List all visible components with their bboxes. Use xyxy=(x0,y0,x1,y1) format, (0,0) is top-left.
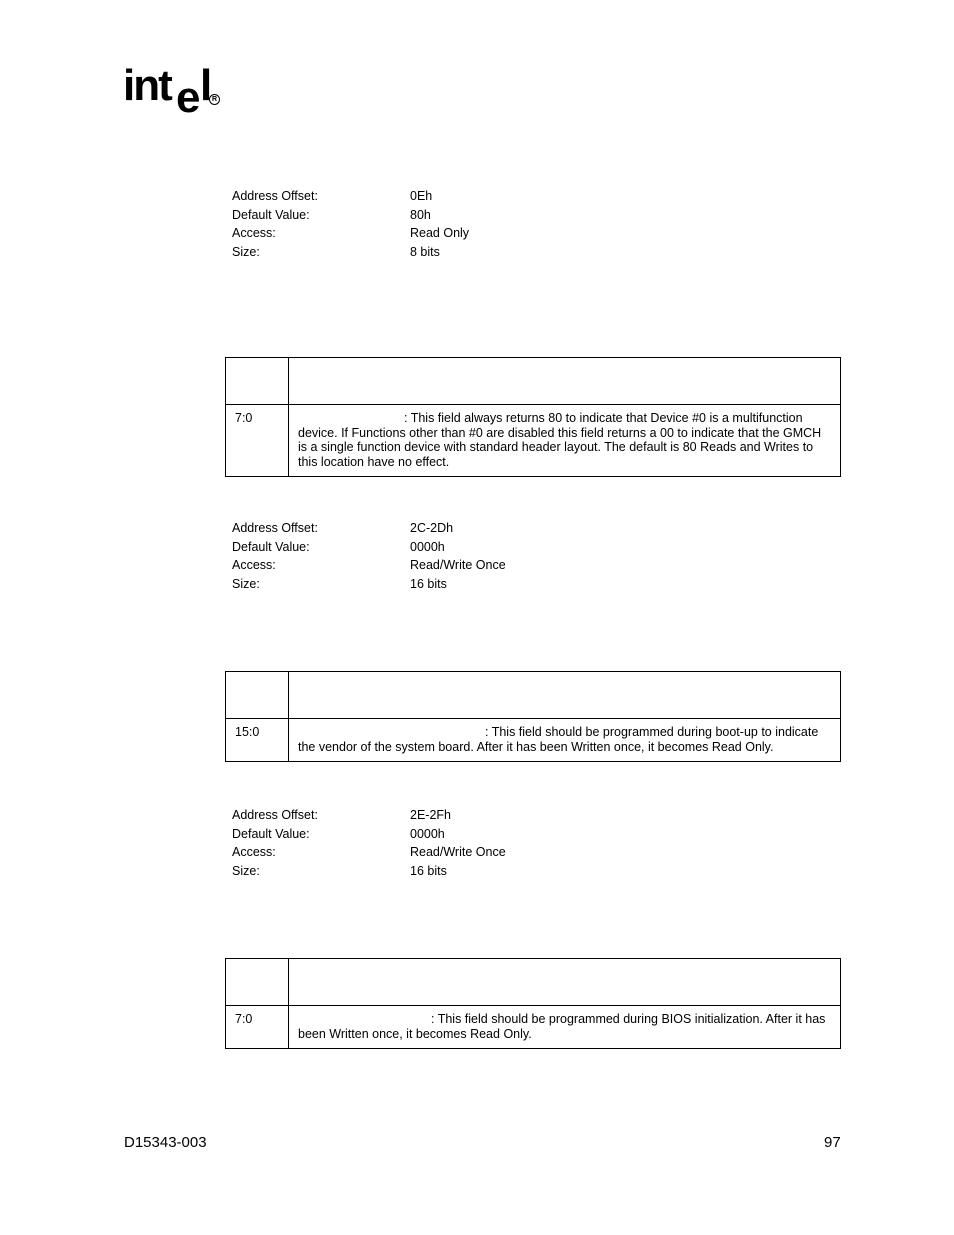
attr-value: 0Eh xyxy=(410,189,433,203)
table-row xyxy=(226,1006,841,1049)
header-bit-cell xyxy=(226,358,289,405)
attr-value: 2E-2Fh xyxy=(410,808,451,822)
register-attributes xyxy=(232,806,506,881)
attr-key: Access: xyxy=(232,845,276,860)
attr-row xyxy=(232,806,506,825)
description-cell xyxy=(289,405,841,477)
attr-value: 80h xyxy=(410,207,431,222)
attr-key: Address Offset: xyxy=(232,189,318,203)
bit-range-cell: 7:0 xyxy=(226,1006,289,1049)
attr-row xyxy=(232,862,506,881)
attr-key: Default Value: xyxy=(232,207,310,222)
attr-row xyxy=(232,843,506,862)
register-bit-table xyxy=(225,357,841,477)
bit-range-cell: 7:0 xyxy=(226,405,289,477)
bit-range-cell: 15:0 xyxy=(226,719,289,762)
attr-row xyxy=(232,519,506,538)
attr-key: Size: xyxy=(232,245,260,260)
table-row xyxy=(226,719,841,762)
attr-row xyxy=(232,538,506,557)
attr-value: 2C-2Dh xyxy=(410,521,454,535)
attr-key: Size: xyxy=(232,864,260,879)
register-attributes xyxy=(232,519,506,594)
attr-value: 0000h xyxy=(410,539,445,554)
attr-key: Access: xyxy=(232,558,276,573)
header-bit-cell xyxy=(226,672,289,719)
register-bit-table xyxy=(225,671,841,762)
intel-logo-icon xyxy=(123,62,223,118)
header-desc-cell xyxy=(289,959,841,1006)
table-header-row xyxy=(226,672,841,719)
table-row xyxy=(226,405,841,477)
attr-value: 16 bits xyxy=(410,577,447,592)
attr-value: 8 bits xyxy=(410,245,440,260)
attr-key: Access: xyxy=(232,226,276,241)
attr-key: Address Offset: xyxy=(232,808,318,822)
attr-key: Default Value: xyxy=(232,539,310,554)
attr-row xyxy=(232,206,469,225)
field-description: : This field should be programmed during boot-up to indicate the vendor of the system board. After it has been Written once, it becomes Read Only. xyxy=(298,725,819,754)
attr-value: Read/Write Once xyxy=(410,845,506,860)
page-number: 97 xyxy=(824,1134,841,1151)
header-desc-cell xyxy=(289,672,841,719)
attr-row xyxy=(232,556,506,575)
header-desc-cell xyxy=(289,358,841,405)
attr-row xyxy=(232,575,506,594)
attr-row xyxy=(232,243,469,262)
table-header-row xyxy=(226,959,841,1006)
attr-key: Default Value: xyxy=(232,826,310,841)
register-bit-table xyxy=(225,958,841,1049)
logo-text-int: int xyxy=(123,62,171,110)
attr-row xyxy=(232,224,469,243)
description-cell xyxy=(289,1006,841,1049)
field-description: : This field should be programmed during BIOS initialization. After it has been Written once, it becomes Read Only. xyxy=(298,1012,826,1041)
document-number: D15343-003 xyxy=(124,1134,207,1151)
attr-key: Size: xyxy=(232,577,260,592)
logo-text-e: e xyxy=(176,73,199,118)
field-description: : This field always returns 80 to indicate that Device #0 is a multifunction device. If Functions other than #0 are disabled this field returns a 00 to indicate that the GMCH is a single function device with standard header layout. The default is 80 Reads and Writes to this location have no effect. xyxy=(298,411,822,469)
attr-value: Read Only xyxy=(410,226,470,241)
attr-row xyxy=(232,825,506,844)
attr-value: Read/Write Once xyxy=(410,558,506,573)
table-header-row xyxy=(226,358,841,405)
attr-value: 0000h xyxy=(410,826,445,841)
register-attributes xyxy=(232,187,469,262)
attr-value: 16 bits xyxy=(410,864,447,879)
logo-text-l: l xyxy=(200,62,213,110)
description-cell xyxy=(289,719,841,762)
attr-row xyxy=(232,187,469,206)
registered-mark-icon: R xyxy=(209,94,220,105)
attr-key: Address Offset: xyxy=(232,521,318,535)
header-bit-cell xyxy=(226,959,289,1006)
